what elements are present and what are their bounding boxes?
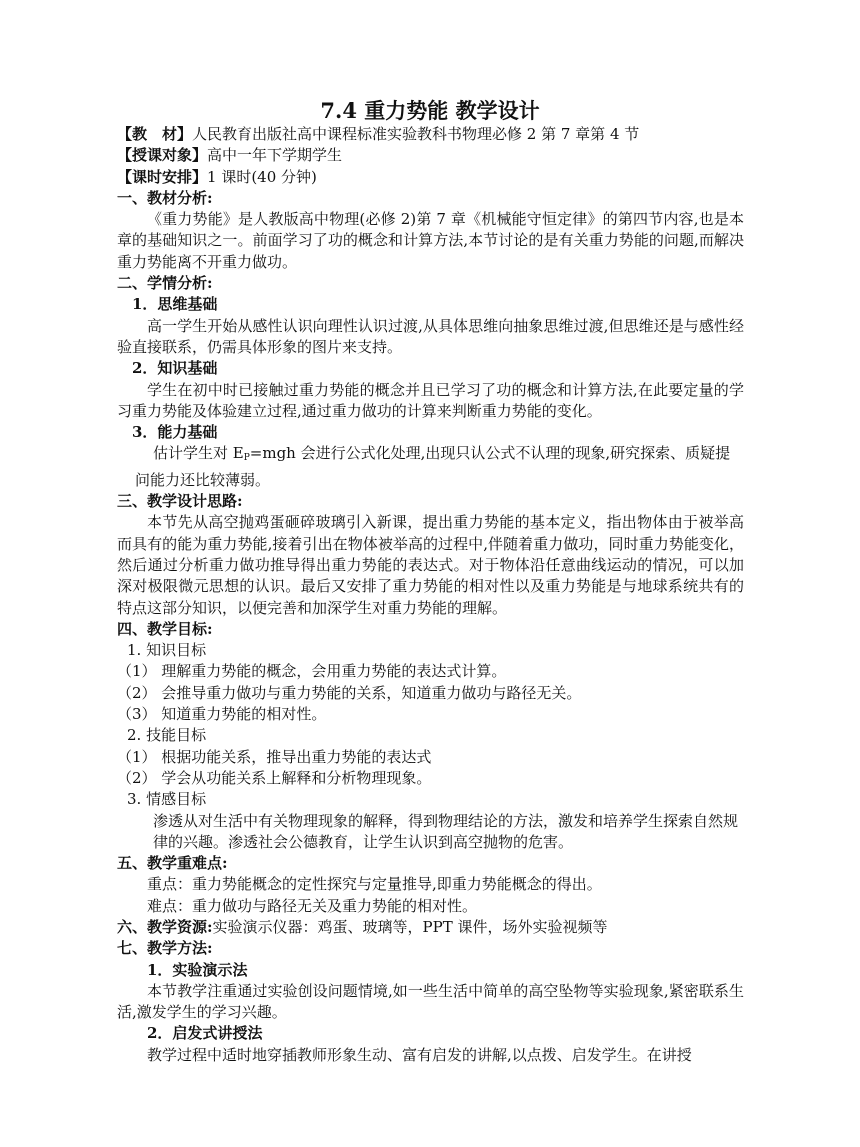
ability-text-sub: P	[243, 453, 250, 464]
goal-emotion-text: 渗透从对生活中有关物理现象的解释，得到物理结论的方法，激发和培养学生探索自然规律的兴趣。渗透社会公德教育，让学生认识到高空抛物的危害。	[153, 811, 739, 851]
schedule-value: 1 课时(40 分钟)	[207, 167, 317, 186]
goal-knowledge-item-1: （1） 理解重力势能的概念，会用重力势能的表达式计算。	[117, 662, 507, 681]
section-heading-6: 六、教学资源:	[117, 917, 213, 936]
method-demo-text: 本节教学注重通过实验创设问题情境,如一些生活中简单的高空坠物等实验现象,紧密联系生活,激发学生的学习兴趣。	[117, 981, 744, 1022]
schedule-line	[117, 167, 744, 188]
section-3-text: 本节先从高空抛鸡蛋砸碎玻璃引入新课，提出重力势能的基本定义，指出物体由于被举高而具有的能为重力势能,接着引出在物体被举高的过程中,伴随着重力做功，同时重力势能变化，然后通过分析重力做功推导得出重力势能的表达式。对于物体沿任意曲线运动的情况，可以加深对极限微元思想的认识。最后又安排了重力势能的相对性以及重力势能是与地球系统共有的特点这部分知识，以便完善和加深学生对重力势能的理解。	[117, 513, 744, 617]
sub-heading-knowledge: 2．知识基础	[132, 359, 218, 378]
audience-label: 【授课对象】	[117, 146, 208, 165]
section-heading-5: 五、教学重难点:	[117, 854, 228, 873]
method-demo-heading: 1．实验演示法	[147, 960, 248, 979]
section-1-text: 《重力势能》是人教版高中物理(必修 2)第 7 章《机械能守恒定律》的第四节内容,也是本章的基础知识之一。前面学习了功的概念和计算方法,本节讨论的是有关重力势能的问题,而解决重力势能离不开重力做功。	[117, 210, 744, 271]
section-heading-1: 一、教材分析:	[117, 188, 213, 207]
resources-line	[117, 917, 744, 938]
ability-text-b: =mgh 会进行公式化处理,出现只认公式不认理的现象,研究探索、质疑提问能力还比较薄弱。	[135, 444, 731, 489]
audience-value: 高中一年下学期学生	[207, 146, 343, 165]
section-heading-2: 二、学情分析:	[117, 274, 213, 293]
goal-knowledge: 1. 知识目标	[127, 641, 207, 660]
section-heading-7: 七、教学方法:	[117, 939, 213, 958]
ability-text-a: 估计学生对 E	[153, 444, 244, 463]
textbook-value: 人民教育出版社高中课程标准实验教科书物理必修 2 第 7 章第 4 节	[192, 125, 640, 143]
sub-heading-ability: 3．能力基础	[132, 423, 218, 442]
goal-emotion: 3. 情感目标	[127, 790, 207, 809]
resources-text: 实验演示仪器：鸡蛋、玻璃等，PPT 课件，场外实验视频等	[212, 917, 608, 936]
goal-skill-item-2: （2） 学会从功能关系上解释和分析物理现象。	[117, 768, 432, 787]
schedule-label: 【课时安排】	[117, 167, 208, 186]
method-lecture-heading: 2．启发式讲授法	[147, 1024, 263, 1043]
sub-heading-thinking: 1．思维基础	[132, 295, 218, 314]
goal-skill-item-1: （1） 根据功能关系，推导出重力势能的表达式	[117, 747, 432, 766]
method-lecture-text: 教学过程中适时地穿插教师形象生动、富有启发的讲解,以点拨、启发学生。在讲授	[147, 1045, 692, 1064]
knowledge-text: 学生在初中时已接触过重力势能的概念并且已学习了功的概念和计算方法,在此要定量的学习重力势能及体验建立过程,通过重力做功的计算来判断重力势能的变化。	[117, 380, 744, 420]
goal-skill: 2. 技能目标	[127, 726, 207, 745]
section-heading-4: 四、教学目标:	[117, 619, 213, 638]
audience-line	[117, 145, 744, 166]
document-body	[117, 124, 744, 1066]
ability-text	[117, 443, 744, 491]
goal-knowledge-item-3: （3） 知道重力势能的相对性。	[117, 705, 327, 724]
textbook-line	[117, 124, 744, 145]
section-heading-3: 三、教学设计思路:	[117, 492, 243, 511]
thinking-text: 高一学生开始从感性认识向理性认识过渡,从具体思维向抽象思维过渡,但思维还是与感性经验直接联系，仍需具体形象的图片来支持。	[117, 316, 744, 356]
document-title: 7.4 重力势能 教学设计	[320, 98, 540, 123]
difficult-point: 难点：重力做功与路径无关及重力势能的相对性。	[147, 896, 478, 915]
textbook-label: 【教 材】	[117, 125, 193, 143]
goal-knowledge-item-2: （2） 会推导重力做功与重力势能的关系，知道重力做功与路径无关。	[117, 683, 582, 702]
key-point: 重点：重力势能概念的定性探究与定量推导,即重力势能概念的得出。	[147, 875, 602, 894]
